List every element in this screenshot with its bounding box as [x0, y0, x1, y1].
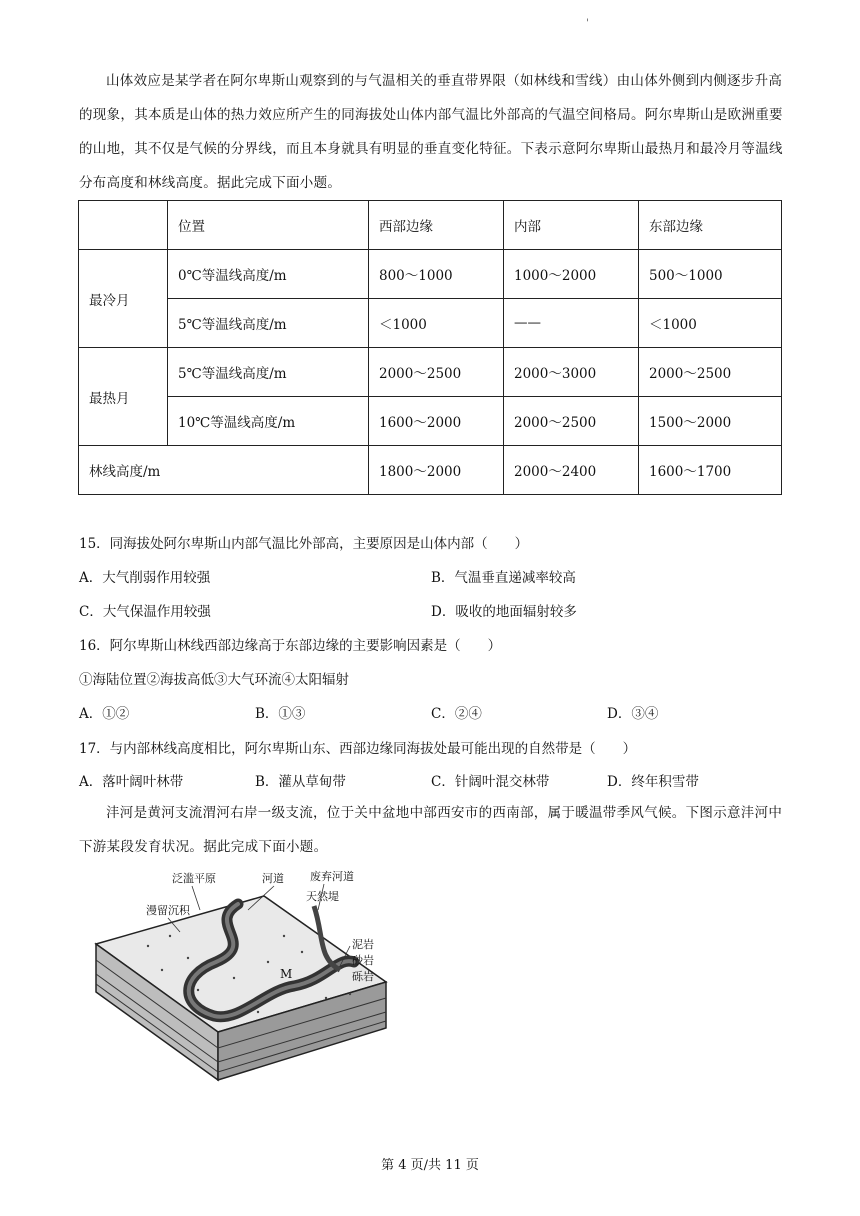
table-cell: 1600～1700 [639, 446, 782, 495]
option-a: A．落叶阔叶林带 [79, 774, 184, 790]
table-header: 内部 [504, 201, 639, 250]
table-row [79, 348, 782, 397]
table-cell: 2000～2500 [639, 348, 782, 397]
option-a: A．①② [79, 706, 130, 722]
question-15-stem: 15．同海拔处阿尔卑斯山内部气温比外部高，主要原因是山体内部（ ） [79, 536, 529, 552]
option-b: B．灌从草甸带 [255, 774, 346, 790]
table-cell: 1600～2000 [369, 397, 504, 446]
page-footer: 第 4 页/共 11 页 [381, 1158, 479, 1173]
table-cell: 5℃等温线高度/m [168, 348, 369, 397]
data-table [78, 200, 782, 495]
table-cell: 0℃等温线高度/m [168, 250, 369, 299]
table-cell: 2000～2500 [369, 348, 504, 397]
table-header-row [79, 201, 782, 250]
intro2-paragraph [79, 796, 783, 864]
table-cell: 2000～3000 [504, 348, 639, 397]
scan-mark: ' [586, 18, 589, 29]
question-16-stem: 16．阿尔卑斯山林线西部边缘高于东部边缘的主要影响因素是（ ） [79, 638, 502, 654]
intro-text: 山体效应是某学者在阿尔卑斯山观察到的与气温相关的垂直带界限（如林线和雪线）由山体外侧到内侧逐步升高的现象，其本质是山体的热力效应所产生的同海拔处山体内部气温比外部高的气温空间格局。阿尔卑斯山是欧洲重要的山地，其不仅是气候的分界线，而且本身就具有明显的垂直变化特征。下表示意阿尔卑斯山最热月和最冷月等温线分布高度和林线高度。据此完成下面小题。 [79, 73, 783, 191]
label-channel: 河道 [262, 872, 284, 885]
table-cell: 1500～2000 [639, 397, 782, 446]
table-cell: 林线高度/m [79, 446, 369, 495]
question-17-stem: 17．与内部林线高度相比，阿尔卑斯山东、西部边缘同海拔处最可能出现的自然带是（ ） [79, 741, 637, 757]
table-row [79, 446, 782, 495]
label-floodplain: 泛滥平原 [172, 872, 216, 885]
option-d: D．吸收的地面辐射较多 [431, 604, 577, 620]
table-cell: 1000～2000 [504, 250, 639, 299]
table-cell: 2000～2400 [504, 446, 639, 495]
table-row [79, 397, 782, 446]
table-corner-cell [79, 201, 168, 250]
label-m: M [280, 967, 293, 981]
table-cell: 800～1000 [369, 250, 504, 299]
option-b: B．气温垂直递减率较高 [431, 570, 576, 586]
option-d: D．③④ [607, 706, 659, 722]
label-sandstone: 砂岩 [352, 954, 374, 967]
table-cell: ＜1000 [639, 299, 782, 348]
label-levee: 天然堤 [306, 890, 339, 903]
option-c: C．针阔叶混交林带 [431, 774, 550, 790]
table-cell: 5℃等温线高度/m [168, 299, 369, 348]
table-row [79, 299, 782, 348]
label-conglomerate: 砾岩 [352, 970, 374, 983]
table-cell: 1800～2000 [369, 446, 504, 495]
label-overbank: 漫留沉积 [146, 904, 190, 917]
table-header: 东部边缘 [639, 201, 782, 250]
option-c: C．②④ [431, 706, 482, 722]
intro2-text: 沣河是黄河支流渭河右岸一级支流，位于关中盆地中部西安市的西南部，属于暖温带季风气候。下图示意沣河中下游某段发育状况。据此完成下面小题。 [79, 805, 783, 855]
row-group-label: 最冷月 [79, 250, 168, 348]
table-cell: —— [504, 299, 639, 348]
option-c: C．大气保温作用较强 [79, 604, 211, 620]
river-block-diagram [88, 866, 388, 1088]
question-16-factors: ①海陆位置②海拔高低③大气环流④太阳辐射 [79, 672, 349, 688]
table-cell: 10℃等温线高度/m [168, 397, 369, 446]
table-header: 西部边缘 [369, 201, 504, 250]
option-a: A．大气削弱作用较强 [79, 570, 211, 586]
row-group-label: 最热月 [79, 348, 168, 446]
label-mudstone: 泥岩 [352, 938, 374, 951]
table-cell: ＜1000 [369, 299, 504, 348]
intro-paragraph [79, 64, 783, 200]
table-cell: 2000～2500 [504, 397, 639, 446]
table-row [79, 250, 782, 299]
option-d: D．终年积雪带 [607, 774, 699, 790]
table-cell: 500～1000 [639, 250, 782, 299]
table-header: 位置 [168, 201, 369, 250]
option-b: B．①③ [255, 706, 306, 722]
label-abandoned-channel: 废弃河道 [310, 870, 354, 883]
